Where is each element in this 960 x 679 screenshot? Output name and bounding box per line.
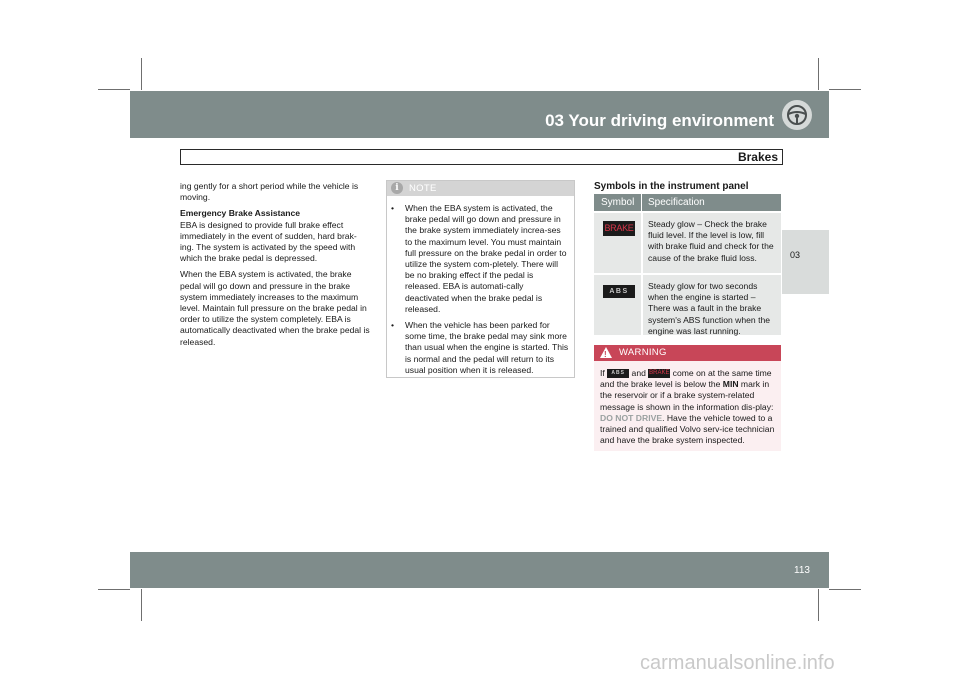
row-divider (641, 275, 643, 335)
warning-box (594, 345, 781, 451)
footer-band (130, 552, 829, 588)
do-not-drive-message: DO NOT DRIVE (600, 412, 663, 423)
brake-warning-icon: BRAKE (603, 221, 635, 236)
note-item-text: When the EBA system is activated, the brake pedal will go down and pressure in the brake system immediately increa-ses to the maximum level. You must maintain full pressure on the brake pedal in order to utilize the system com-pletely. There will be no braking effect if the pedal is released. EBA is automati-cally deactivated when the brake pedal is released. (405, 203, 567, 314)
table-header (594, 194, 781, 211)
note-box (386, 180, 575, 378)
spec-text: Steady glow for two seconds when the engine is started – There was a fault in the brake system's ABS function when the engine was last running. (648, 281, 771, 336)
chapter-tab (782, 230, 829, 294)
header-divider (641, 194, 642, 211)
spec-text: Steady glow – Check the brake fluid level. If the level is low, fill with brake fluid and check for the cause of the brake fluid loss. (648, 219, 774, 263)
warning-text-part: mark in the reservoir or if a brake system-related message is shown in the information dis-play: (600, 379, 774, 412)
col-symbol-header: Symbol (601, 197, 635, 208)
crop-mark (829, 89, 861, 90)
row-divider (641, 213, 643, 273)
intro-paragraph: ing gently for a short period while the vehicle is moving. (180, 181, 359, 203)
crop-mark (818, 58, 819, 90)
bullet: • (391, 320, 395, 331)
crop-mark (829, 589, 861, 590)
warning-text-part: If (600, 368, 608, 378)
crop-mark (98, 589, 130, 590)
crop-mark (818, 589, 819, 621)
warning-title: WARNING (619, 347, 667, 358)
eba-section (180, 208, 370, 264)
warning-text (600, 368, 778, 446)
symbols-table (594, 194, 781, 335)
brake-warning-icon: BRAKE (649, 370, 670, 377)
warning-text-part: and (629, 368, 649, 378)
symbols-heading: Symbols in the instrument panel (594, 181, 749, 192)
eba-paragraph-1: EBA is designed to provide full brake effect immediately in the event of sudden, hard brak-ing. The system is activated by the speed with which the brake pedal is depressed. (180, 219, 357, 264)
symbol-cell (594, 213, 641, 273)
chapter-tab-label: 03 (790, 250, 801, 260)
steering-wheel-icon (782, 100, 812, 130)
chapter-title: 03 Your driving environment (545, 111, 774, 130)
body-column-1 (180, 181, 370, 353)
abs-warning-icon: ABS (603, 285, 635, 298)
bullet: • (391, 203, 395, 213)
warning-text-part: come on at the same time and the brake level is below the (600, 368, 772, 390)
list-item (391, 320, 569, 376)
crop-mark (98, 89, 130, 90)
symbol-cell (594, 275, 641, 335)
col-spec-header: Specification (648, 197, 705, 208)
note-list (391, 203, 569, 381)
note-title: NOTE (409, 183, 437, 194)
min-mark-label: MIN (722, 379, 739, 390)
warning-mark: ! (604, 350, 607, 359)
watermark: carmanualsonline.info (640, 652, 835, 674)
list-item (391, 203, 569, 315)
note-item-text: When the vehicle has been parked for some time, the brake pedal may sink more than usual when the engine is started. This is normal and the pedal will return to its usual position when it is released. (405, 320, 569, 375)
section-title: Brakes (737, 150, 778, 164)
note-header (387, 181, 574, 196)
warning-text-part: . Have the vehicle towed to a trained and qualified Volvo serv-ice technician and have the brake system inspected. (600, 412, 775, 446)
table-row (594, 273, 781, 335)
crop-mark (141, 589, 142, 621)
info-icon: i (391, 182, 403, 194)
section-bar (180, 149, 783, 165)
abs-warning-icon: ABS (607, 369, 629, 378)
crop-mark (141, 58, 142, 90)
eba-paragraph-2: When the EBA system is activated, the brake pedal will go down and pressure in the brake system immediately increases to the maximum level. Maintain full pressure on the brake pedal in order to utilize the system completely. EBA is automatically deactivated when the brake pedal is released. (180, 269, 370, 347)
table-row (594, 211, 781, 273)
eba-heading: Emergency Brake Assistance (180, 208, 301, 219)
warning-header (594, 345, 781, 361)
page-number: 113 (794, 565, 810, 576)
